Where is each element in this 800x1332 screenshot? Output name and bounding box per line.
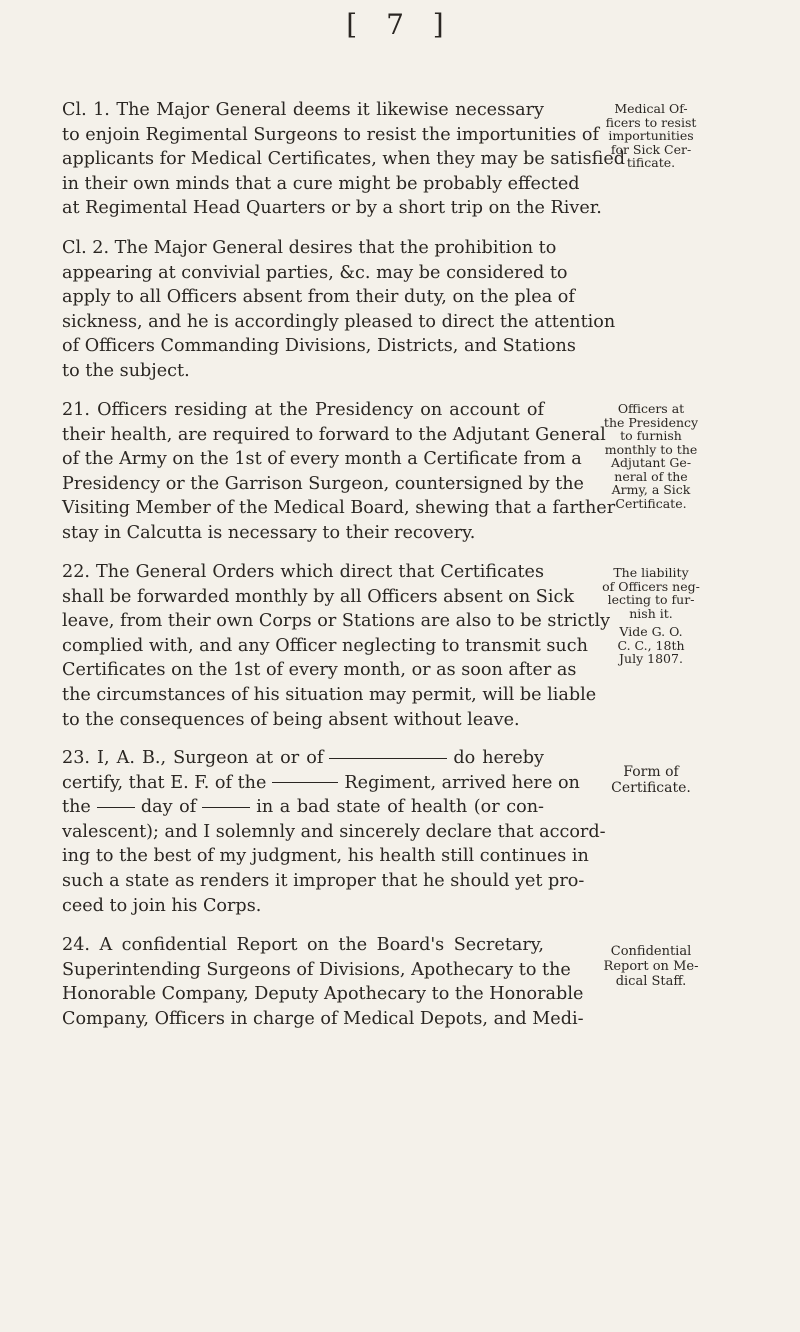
margin-note-line: of Officers neg- bbox=[602, 578, 700, 594]
text-line: leave, from their own Corps or Stations are also to be strictly bbox=[62, 611, 611, 632]
text-line: such a state as renders it improper that he should yet pro- bbox=[62, 870, 585, 891]
text-line: sickness, and he is accordingly pleased to direct the attention bbox=[62, 311, 616, 332]
margin-note-line: The liability bbox=[613, 565, 689, 580]
blank-line bbox=[329, 758, 447, 759]
text-line: Cl. 2. The Major General desires that the prohibition to bbox=[62, 238, 557, 258]
text-line bbox=[62, 795, 544, 820]
margin-note-line: monthly to the bbox=[604, 441, 698, 457]
text-line: appearing at convivial parties, &c. may be considered to bbox=[62, 262, 568, 283]
margin-note-line: lecting to fur- bbox=[607, 592, 695, 607]
text-line: shall be forwarded monthly by all Officers absent on Sick bbox=[62, 586, 575, 607]
margin-note-line: importunities bbox=[608, 128, 694, 143]
text-line: ceed to join his Corps. bbox=[62, 895, 262, 916]
blank-line bbox=[272, 782, 338, 783]
text-line: at Regimental Head Quarters or by a short trip on the River. bbox=[62, 198, 602, 219]
text-line: their health, are required to forward to the Adjutant General bbox=[62, 424, 606, 445]
margin-note-line: Adjutant Ge- bbox=[610, 455, 692, 470]
text-line: Presidency or the Garrison Surgeon, countersigned by the bbox=[62, 473, 584, 494]
line-fragment: Regiment, arrived here on bbox=[344, 772, 580, 793]
text-line: ing to the best of my judgment, his health still continues in bbox=[62, 846, 589, 867]
text-line: in their own minds that a cure might be probably effected bbox=[62, 173, 580, 194]
margin-note-line: Certificate. bbox=[611, 780, 691, 796]
paragraph-24 bbox=[62, 933, 584, 1031]
blank-line bbox=[97, 807, 135, 808]
line-fragment: the bbox=[62, 797, 91, 818]
margin-note-line: Medical Of- bbox=[614, 101, 688, 116]
line-fragment: 23. I, A. B., Surgeon at or of bbox=[62, 748, 324, 768]
text-line: stay in Calcutta is necessary to their recovery. bbox=[62, 522, 476, 543]
text-line: Cl. 1. The Major General deems it likewise necessary bbox=[62, 100, 544, 120]
margin-note-line: nish it. bbox=[629, 605, 673, 621]
text-line: of Officers Commanding Divisions, Districts, and Stations bbox=[62, 336, 576, 357]
text-line bbox=[62, 771, 580, 796]
paragraph-cl2 bbox=[62, 236, 616, 384]
page-number: [ 7 ] bbox=[346, 8, 454, 41]
paragraph-21 bbox=[62, 398, 616, 546]
margin-note-confidential-report bbox=[576, 944, 726, 989]
text-line: Superintending Surgeons of Divisions, Apothecary to the bbox=[62, 959, 571, 980]
blank-line bbox=[202, 807, 250, 808]
margin-note-line: Army, a Sick bbox=[611, 482, 691, 497]
margin-note-line: Vide G. O. bbox=[619, 624, 683, 639]
paragraph-cl1 bbox=[62, 98, 626, 221]
text-line: valescent); and I solemnly and sincerely declare that accord- bbox=[62, 821, 606, 842]
margin-note-line: Form of bbox=[623, 764, 679, 780]
text-line: Certificates on the 1st of every month, or as soon after as bbox=[62, 660, 577, 681]
line-fragment: in a bad state of health (or con- bbox=[256, 797, 544, 818]
paragraph-22 bbox=[62, 560, 611, 732]
text-line: complied with, and any Officer neglecting to transmit such bbox=[62, 635, 588, 656]
margin-note-officers-at-presidency bbox=[576, 402, 726, 510]
margin-note-line: Report on Me- bbox=[603, 959, 699, 974]
text-line: 24. A confidential Report on the Board's Secretary, bbox=[62, 935, 544, 955]
margin-note-form-of-certificate bbox=[576, 764, 726, 796]
text-line: the circumstances of his situation may permit, will be liable bbox=[62, 684, 597, 705]
margin-note-line: Certificate. bbox=[615, 495, 687, 511]
text-line: 21. Officers residing at the Presidency on account of bbox=[62, 400, 544, 420]
margin-note-liability bbox=[576, 566, 726, 666]
margin-note-line: ficers to resist bbox=[605, 114, 697, 130]
paragraph-23 bbox=[62, 746, 606, 918]
text-line: to enjoin Regimental Surgeons to resist the importunities of bbox=[62, 124, 599, 145]
margin-note-medical-officers bbox=[576, 102, 726, 170]
margin-note-line: Officers at bbox=[617, 401, 685, 416]
text-line bbox=[62, 746, 544, 771]
margin-note-line: dical Staff. bbox=[615, 974, 687, 989]
margin-note-line: Confidential bbox=[610, 944, 692, 959]
text-line: Visiting Member of the Medical Board, shewing that a farther bbox=[62, 498, 616, 519]
margin-note-line: to furnish bbox=[620, 428, 682, 443]
margin-note-line: tificate. bbox=[626, 155, 676, 170]
line-fragment: do hereby bbox=[453, 748, 544, 768]
margin-note-line: the Presidency bbox=[603, 414, 699, 430]
text-line: of the Army on the 1st of every month a Certificate from a bbox=[62, 449, 582, 470]
text-line: applicants for Medical Certificates, when they may be satisfied bbox=[62, 149, 626, 170]
margin-note-line: for Sick Cer- bbox=[610, 141, 692, 157]
margin-note-line: C. C., 18th bbox=[617, 637, 685, 653]
text-line: to the consequences of being absent without leave. bbox=[62, 709, 520, 730]
line-fragment: day of bbox=[140, 797, 197, 818]
text-line: Honorable Company, Deputy Apothecary to the Honorable bbox=[62, 984, 584, 1005]
text-line: to the subject. bbox=[62, 360, 190, 381]
text-line: Company, Officers in charge of Medical Depots, and Medi- bbox=[62, 1008, 584, 1029]
margin-note-line: neral of the bbox=[614, 468, 688, 484]
text-line: 22. The General Orders which direct that Certificates bbox=[62, 562, 544, 582]
text-line: apply to all Officers absent from their duty, on the plea of bbox=[62, 287, 575, 308]
line-fragment: certify, that E. F. of the bbox=[62, 772, 267, 793]
margin-note-line: July 1807. bbox=[619, 651, 683, 666]
